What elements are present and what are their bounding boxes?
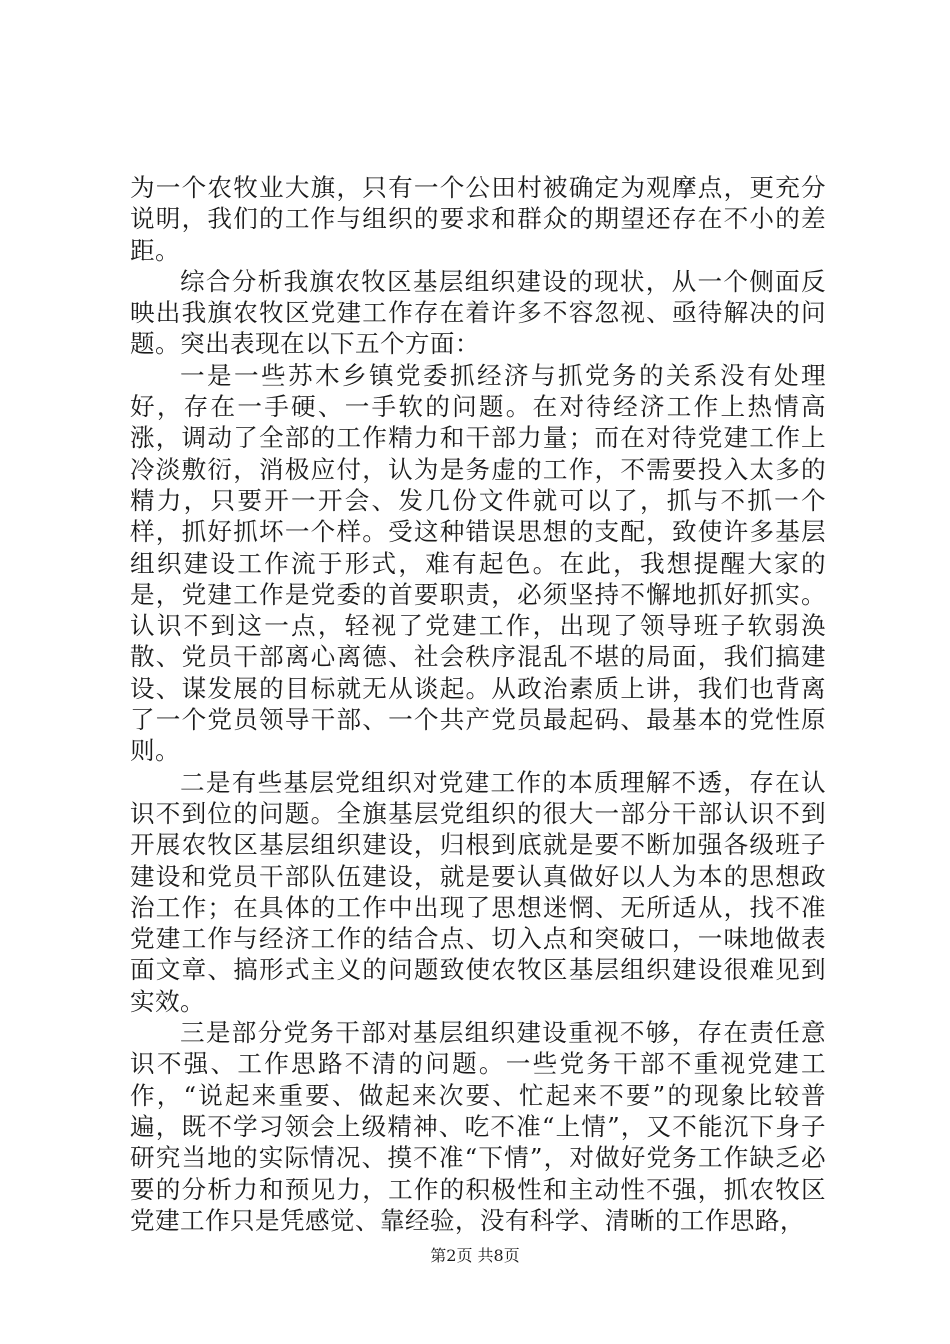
page-footer: 第2页 共8页 <box>430 1246 520 1265</box>
paragraph: 为一个农牧业大旗，只有一个公田村被确定为观摩点，更充分说明，我们的工作与组织的要求和群众的期望还存在不小的差距。 <box>130 173 826 265</box>
paragraph: 一是一些苏木乡镇党委抓经济与抓党务的关系没有处理好，存在一手硬、一手软的问题。在对待经济工作上热情高涨，调动了全部的工作精力和干部力量；而在对待党建工作上冷淡敷衍，消极应付，认为是务虚的工作，不需要投入太多的精力，只要开一开会、发几份文件就可以了，抓与不抓一个样，抓好抓坏一个样。受这种错误思想的支配，致使许多基层组织建设工作流于形式，难有起色。在此，我想提醒大家的是，党建工作是党委的首要职责，必须坚持不懈地抓好抓实。认识不到这一点，轻视了党建工作，出现了领导班子软弱涣散、党员干部离心离德、社会秩序混乱不堪的局面，我们搞建设、谋发展的目标就无从谈起。从政治素质上讲，我们也背离了一个党员领导干部、一个共产党员最起码、最基本的党性原则。 <box>130 360 826 766</box>
paragraph: 三是部分党务干部对基层组织建设重视不够，存在责任意识不强、工作思路不清的问题。一些党务干部不重视党建工作，“说起来重要、做起来次要、忙起来不要”的现象比较普遍，既不学习领会上级精神、吃不准“上情”，又不能沉下身子研究当地的实际情况、摸不准“下情”，对做好党务工作缺乏必要的分析力和预见力，工作的积极性和主动性不强，抓农牧区党建工作只是凭感觉、靠经验，没有科学、清晰的工作思路， <box>130 1018 826 1235</box>
paragraph: 综合分析我旗农牧区基层组织建设的现状，从一个侧面反映出我旗农牧区党建工作存在着许多不容忽视、亟待解决的问题。突出表现在以下五个方面： <box>130 266 826 359</box>
paragraph: 二是有些基层党组织对党建工作的本质理解不透，存在认识不到位的问题。全旗基层党组织的很大一部分干部认识不到开展农牧区基层组织建设，归根到底就是要不断加强各级班子建设和党员干部队伍建设，就是要认真做好以人为本的思想政治工作；在具体的工作中出现了思想迷惘、无所适从，找不准党建工作与经济工作的结合点、切入点和突破口，一味地做表面文章、搞形式主义的问题致使农牧区基层组织建设很难见到实效。 <box>130 767 826 1016</box>
document-body <box>130 172 826 1236</box>
